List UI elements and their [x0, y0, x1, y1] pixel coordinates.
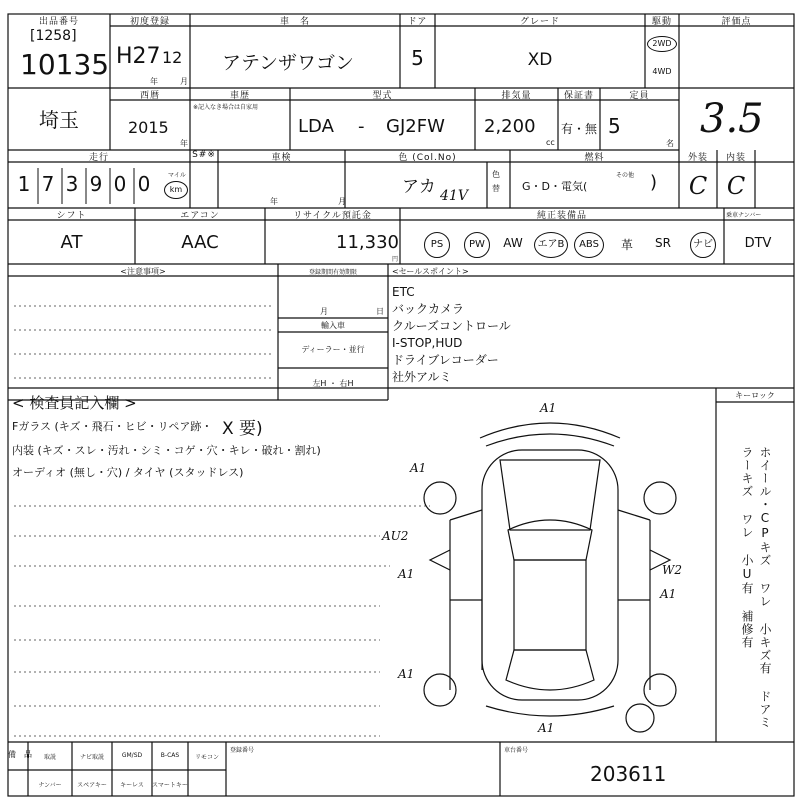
lot-bracket: [1258] [30, 28, 77, 44]
model-dash: - [358, 116, 365, 137]
year-unit: 年 [150, 77, 158, 86]
interior: C [726, 172, 746, 200]
western-year: 2015 [128, 118, 169, 137]
region: 埼玉 [39, 108, 79, 132]
recycle-label: リサイクル預託金 [293, 211, 372, 221]
inspector-line-glass: Fガラス (キズ・飛石・ヒビ・リペア跡・ [12, 420, 213, 433]
import-label: 輸入車 [321, 321, 345, 330]
item: ナビ取説 [79, 754, 104, 761]
damage-mark: A1 [660, 587, 677, 601]
sales-point: ETC [392, 285, 415, 299]
equip-ps: PS [424, 232, 450, 258]
sales-point: 社外アルミ [392, 370, 452, 384]
first-reg-label: 初度登録 [129, 17, 170, 27]
history-note: ※記入なき場合は自家用 [193, 104, 259, 111]
ac-label: エアコン [180, 211, 220, 221]
sales-point: ドライブレコーダー [392, 353, 499, 367]
reg-month: 月 [320, 307, 328, 316]
chassis-label: 車台番号 [504, 747, 529, 754]
western-year-label: 西暦 [139, 91, 160, 101]
sales-point: クルーズコントロール [392, 319, 511, 333]
capacity-unit: 名 [666, 139, 674, 148]
door-label: ドア [407, 17, 428, 27]
capacity-label: 定員 [629, 91, 650, 101]
equip-airbag: エアB [534, 232, 568, 258]
ac: AAC [181, 232, 219, 253]
item: リモコン [194, 754, 219, 761]
equip-aw: AW [503, 236, 523, 250]
inspection-month: 月 [338, 197, 346, 206]
mileage-label: 走行 [88, 153, 109, 163]
shift-label: シフト [56, 211, 87, 221]
chassis-number: 203611 [590, 762, 667, 786]
capacity: 5 [608, 114, 621, 138]
month-unit: 月 [180, 77, 188, 86]
handle-value: 左H ・ 右H [312, 379, 354, 388]
item: GM/SD [121, 752, 143, 759]
color-label: 色 (Col.No) [398, 153, 457, 163]
shift: AT [60, 232, 83, 253]
recycle: 11,330 [336, 232, 399, 253]
first-reg-era: H27 [116, 44, 161, 69]
grade-label: グレード [519, 17, 560, 27]
equip-abs: ABS [574, 232, 604, 258]
western-year-unit: 年 [180, 139, 188, 148]
car-name-label: 車 名 [279, 17, 310, 27]
sales-point: バックカメラ [392, 302, 465, 316]
equip-pw: PW [464, 232, 490, 258]
key-lock-label: キーロック [735, 391, 775, 400]
item: キーレス [120, 782, 144, 789]
damage-mark: A1 [538, 721, 555, 735]
equip-note: 乗車ナンバー [726, 212, 762, 219]
unit-mile: マイル [168, 172, 186, 179]
equip-label: 純正装備品 [536, 211, 587, 221]
score-value: 3.5 [700, 96, 764, 142]
equip-sr: SR [655, 236, 671, 250]
drive-label: 駆動 [651, 17, 672, 27]
import-value: ディーラー・並行 [301, 345, 365, 354]
mileage-digit: 7 [41, 172, 55, 196]
exterior: C [688, 172, 708, 200]
reg-day: 日 [376, 307, 384, 316]
mileage-digit: 1 [17, 172, 31, 196]
rear-window [506, 650, 594, 690]
car-body [482, 450, 618, 700]
reg-no-label: 登録番号 [230, 747, 255, 754]
mileage-digit: 9 [89, 172, 103, 196]
mileage [8, 170, 158, 204]
damage-mark: A1 [398, 567, 415, 581]
warranty-label: 保証書 [563, 91, 594, 101]
displacement: 2,200 [484, 116, 536, 137]
damage-mark: A1 [398, 667, 415, 681]
item: 取説 [43, 754, 56, 761]
lot-label: 出品番号 [38, 17, 79, 27]
damage-mark: AU2 [382, 529, 409, 543]
inspection-year: 年 [270, 197, 278, 206]
sales-point: I-STOP,HUD [392, 336, 463, 350]
damage-mark: W2 [662, 563, 682, 577]
mileage-digit: 0 [113, 172, 127, 196]
fuel-other: その他 [616, 172, 635, 179]
sales-points [392, 284, 511, 386]
item: ナンバー [38, 782, 62, 789]
front-bumper [480, 423, 620, 438]
odo-label: S#※ [192, 150, 216, 160]
color: アカ [402, 177, 436, 197]
lot-number: 10135 [20, 48, 110, 81]
color-no: 41V [440, 188, 468, 204]
drive-2wd: 2WD [647, 36, 677, 52]
drive-4wd: 4WD [652, 67, 672, 76]
damage-mark: A1 [410, 461, 427, 475]
model-code: GJ2FW [386, 116, 445, 137]
interior-label: 内装 [725, 153, 746, 163]
car-name: アテンザワゴン [222, 52, 355, 74]
windshield [508, 520, 592, 560]
mileage-digit: 3 [65, 172, 79, 196]
unit-km: km [164, 181, 188, 199]
doors: 5 [411, 46, 424, 70]
inspection-label: 車検 [271, 153, 292, 163]
equip-navi: ナビ [690, 232, 716, 258]
reg-expiry-label: 登録期間有効期限 [308, 269, 357, 276]
inspector-title: < 検査員記入欄 > [12, 394, 137, 412]
model-prefix: LDA [298, 116, 334, 137]
warranty: 有・無 [560, 122, 597, 136]
first-reg-month: 12 [162, 48, 183, 67]
mileage-digit: 0 [137, 172, 151, 196]
exterior-label: 外装 [687, 153, 708, 163]
history-label: 車歴 [229, 91, 250, 101]
grade: XD [527, 50, 553, 70]
sales-label: <セールスポイント> [392, 267, 469, 276]
score-label: 評価点 [721, 17, 752, 27]
right-notes: ホイール・CPキズ ワレ 小キズ有 ドアミラーキズ ワレ 小U有 補修有 [740, 446, 772, 729]
car-diagram [382, 400, 710, 740]
provide-label: 備 品 [8, 750, 32, 759]
notes-label: <注意事項> [120, 267, 166, 276]
cc-unit: cc [546, 138, 555, 147]
fuel-options: G・D・電気( [522, 180, 588, 193]
inspector-line-audio: オーディオ (無し・穴) / タイヤ (スタッドレス) [12, 466, 244, 479]
glass-mark: X 要) [222, 419, 263, 439]
color-change-label: 色替 [492, 170, 500, 193]
roof [514, 560, 586, 650]
damage-mark: A1 [540, 401, 557, 415]
displacement-label: 排気量 [501, 91, 532, 101]
fuel-close: ) [650, 172, 658, 193]
yen-unit: 円 [392, 256, 399, 263]
equip-leather: 革 [620, 238, 633, 252]
item: スマートキー [152, 782, 188, 789]
equip-dtv: DTV [744, 236, 772, 251]
item: B-CAS [160, 752, 180, 759]
fuel-label: 燃料 [584, 153, 605, 163]
model-label: 型式 [372, 91, 393, 101]
inspector-line-interior: 内装 (キズ・スレ・汚れ・シミ・コゲ・穴・キレ・破れ・割れ) [12, 444, 321, 457]
item: スペアキー [77, 782, 107, 789]
